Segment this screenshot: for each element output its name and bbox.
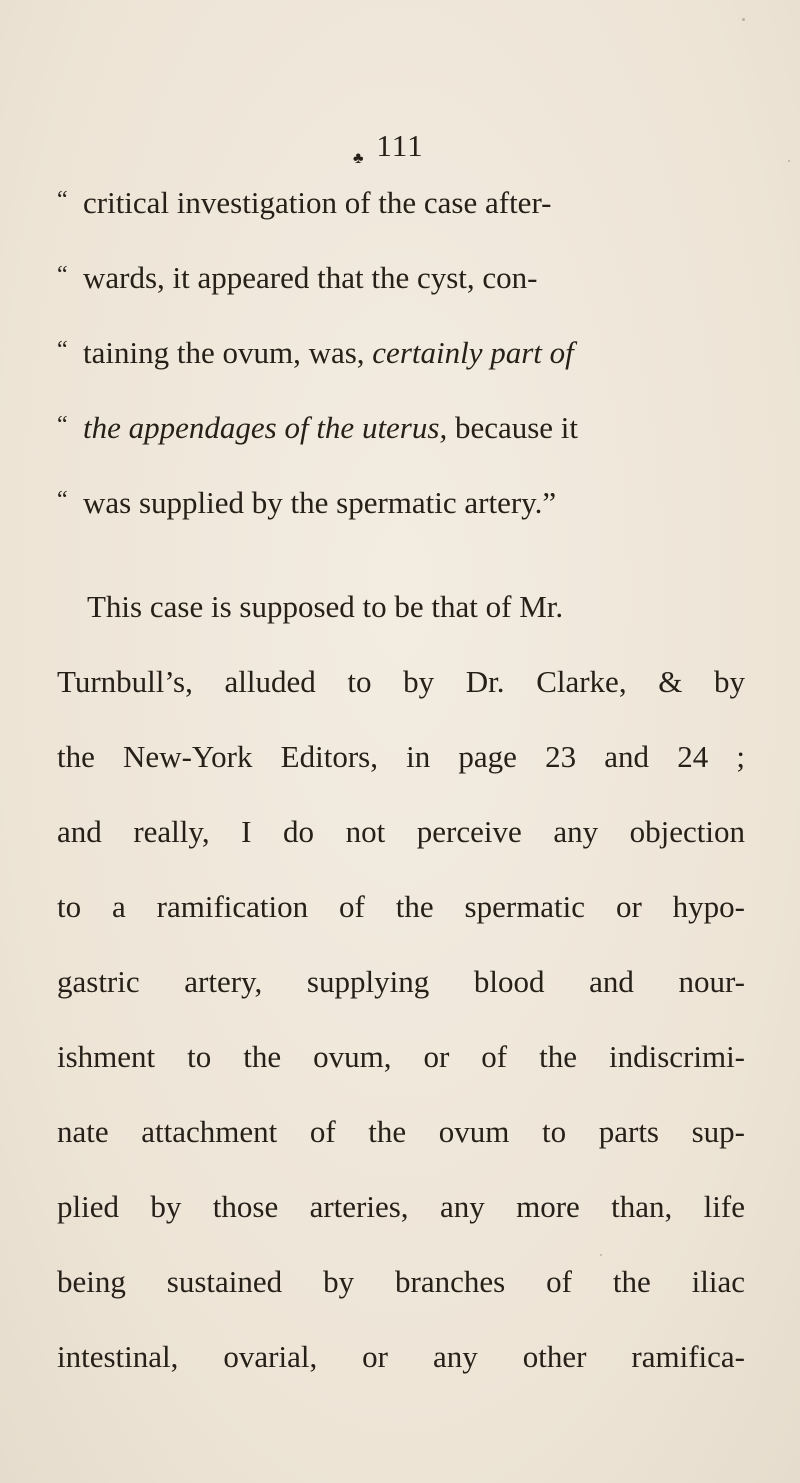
quote-line-1: “ critical investigation of the case after-	[57, 180, 551, 223]
paragraph-line-2: Turnbull’s, alluded to by Dr. Clarke, & by	[57, 664, 745, 699]
paragraph-line-8: nate attachment of the ovum to parts sup-	[57, 1114, 745, 1149]
quote-mark: “	[57, 487, 68, 513]
paragraph-line-4: and really, I do not perceive any objection	[57, 814, 745, 849]
page-number: 111	[376, 128, 424, 163]
paragraph-line-10: being sustained by branches of the iliac	[57, 1264, 745, 1299]
quote-line-3: “ taining the ovum, was, certainly part of	[57, 330, 574, 373]
quote-line-2: “ wards, it appeared that the cyst, con-	[57, 255, 538, 298]
paper-speck	[600, 1254, 602, 1256]
paragraph-line-3: the New-York Editors, in page 23 and 24 ;	[57, 739, 745, 774]
paragraph-line-5: to a ramification of the spermatic or hypo-	[57, 889, 745, 924]
quote-mark: “	[57, 412, 68, 438]
paragraph-line-1: This case is supposed to be that of Mr.	[87, 589, 564, 624]
quote-mark: “	[57, 337, 68, 363]
paper-speck	[742, 18, 745, 21]
quote-line-4: “ the appendages of the uterus, because it	[57, 405, 578, 448]
quote-mark: “	[57, 262, 68, 288]
paragraph-line-9: plied by those arteries, any more than, life	[57, 1189, 745, 1224]
paragraph-line-7: ishment to the ovum, or of the indiscrimi-	[57, 1039, 745, 1074]
quote-mark: “	[57, 187, 68, 213]
paragraph-line-11: intestinal, ovarial, or any other ramifica-	[57, 1339, 745, 1374]
printer-ornament: ♣	[353, 150, 364, 167]
paragraph-line-6: gastric artery, supplying blood and nour-	[57, 964, 745, 999]
quote-line-5: “ was supplied by the spermatic artery.”	[57, 480, 556, 523]
paper-speck	[788, 160, 790, 162]
